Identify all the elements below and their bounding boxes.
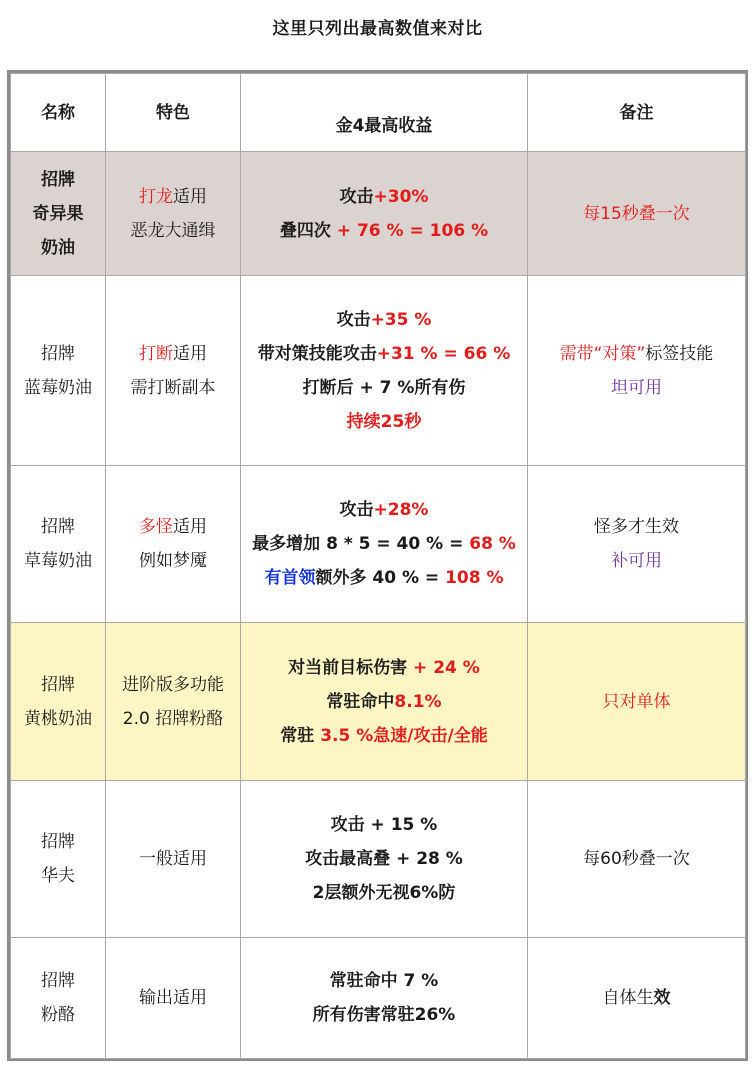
item-gain: 攻击+28% 最多增加 8 * 5 = 40 % = 68 % 有首领额外多 40 % = 108 % [241,466,528,623]
header-row [11,74,746,152]
item-note: 需带“对策”标签技能 坦可用 [528,276,746,466]
item-feature: 进阶版多功能 2.0 招牌粉酪 [106,623,241,781]
item-feature: 多怪适用 例如梦魇 [106,466,241,623]
header-feature: 特色 [106,74,241,152]
item-name: 招牌 华夫 [11,781,106,938]
table-row [11,152,746,276]
item-gain: 常驻命中 7 % 所有伤害常驻26% [241,938,528,1059]
item-gain: 对当前目标伤害 + 24 % 常驻命中8.1% 常驻 3.5 %急速/攻击/全能 [241,623,528,781]
item-feature: 打龙适用 恶龙大通缉 [106,152,241,276]
item-name: 招牌 粉酪 [11,938,106,1059]
item-feature: 打断适用 需打断副本 [106,276,241,466]
item-name: 招牌 黄桃奶油 [11,623,106,781]
comparison-table [7,70,748,1061]
item-note: 怪多才生效 补可用 [528,466,746,623]
item-note: 每60秒叠一次 [528,781,746,938]
item-note: 只对单体 [528,623,746,781]
item-gain: 攻击+30% 叠四次 + 76 % = 106 % [241,152,528,276]
table-row [11,781,746,938]
table-row [11,623,746,781]
page-title: 这里只列出最高数值来对比 [272,19,483,39]
header-note: 备注 [528,74,746,152]
header-name: 名称 [11,74,106,152]
item-note: 自体生效 [528,938,746,1059]
header-gain: 金4最高收益 [241,74,528,152]
item-name: 招牌 蓝莓奶油 [11,276,106,466]
item-note: 每15秒叠一次 [528,152,746,276]
item-name: 招牌 草莓奶油 [11,466,106,623]
item-gain: 攻击 + 15 % 攻击最高叠 + 28 % 2层额外无视6%防 [241,781,528,938]
table-row [11,276,746,466]
item-gain: 攻击+35 % 带对策技能攻击+31 % = 66 % 打断后 + 7 %所有伤 持续25秒 [241,276,528,466]
table-row [11,938,746,1059]
item-feature: 一般适用 [106,781,241,938]
item-feature: 输出适用 [106,938,241,1059]
table-row [11,466,746,623]
item-name: 招牌 奇异果 奶油 [11,152,106,276]
